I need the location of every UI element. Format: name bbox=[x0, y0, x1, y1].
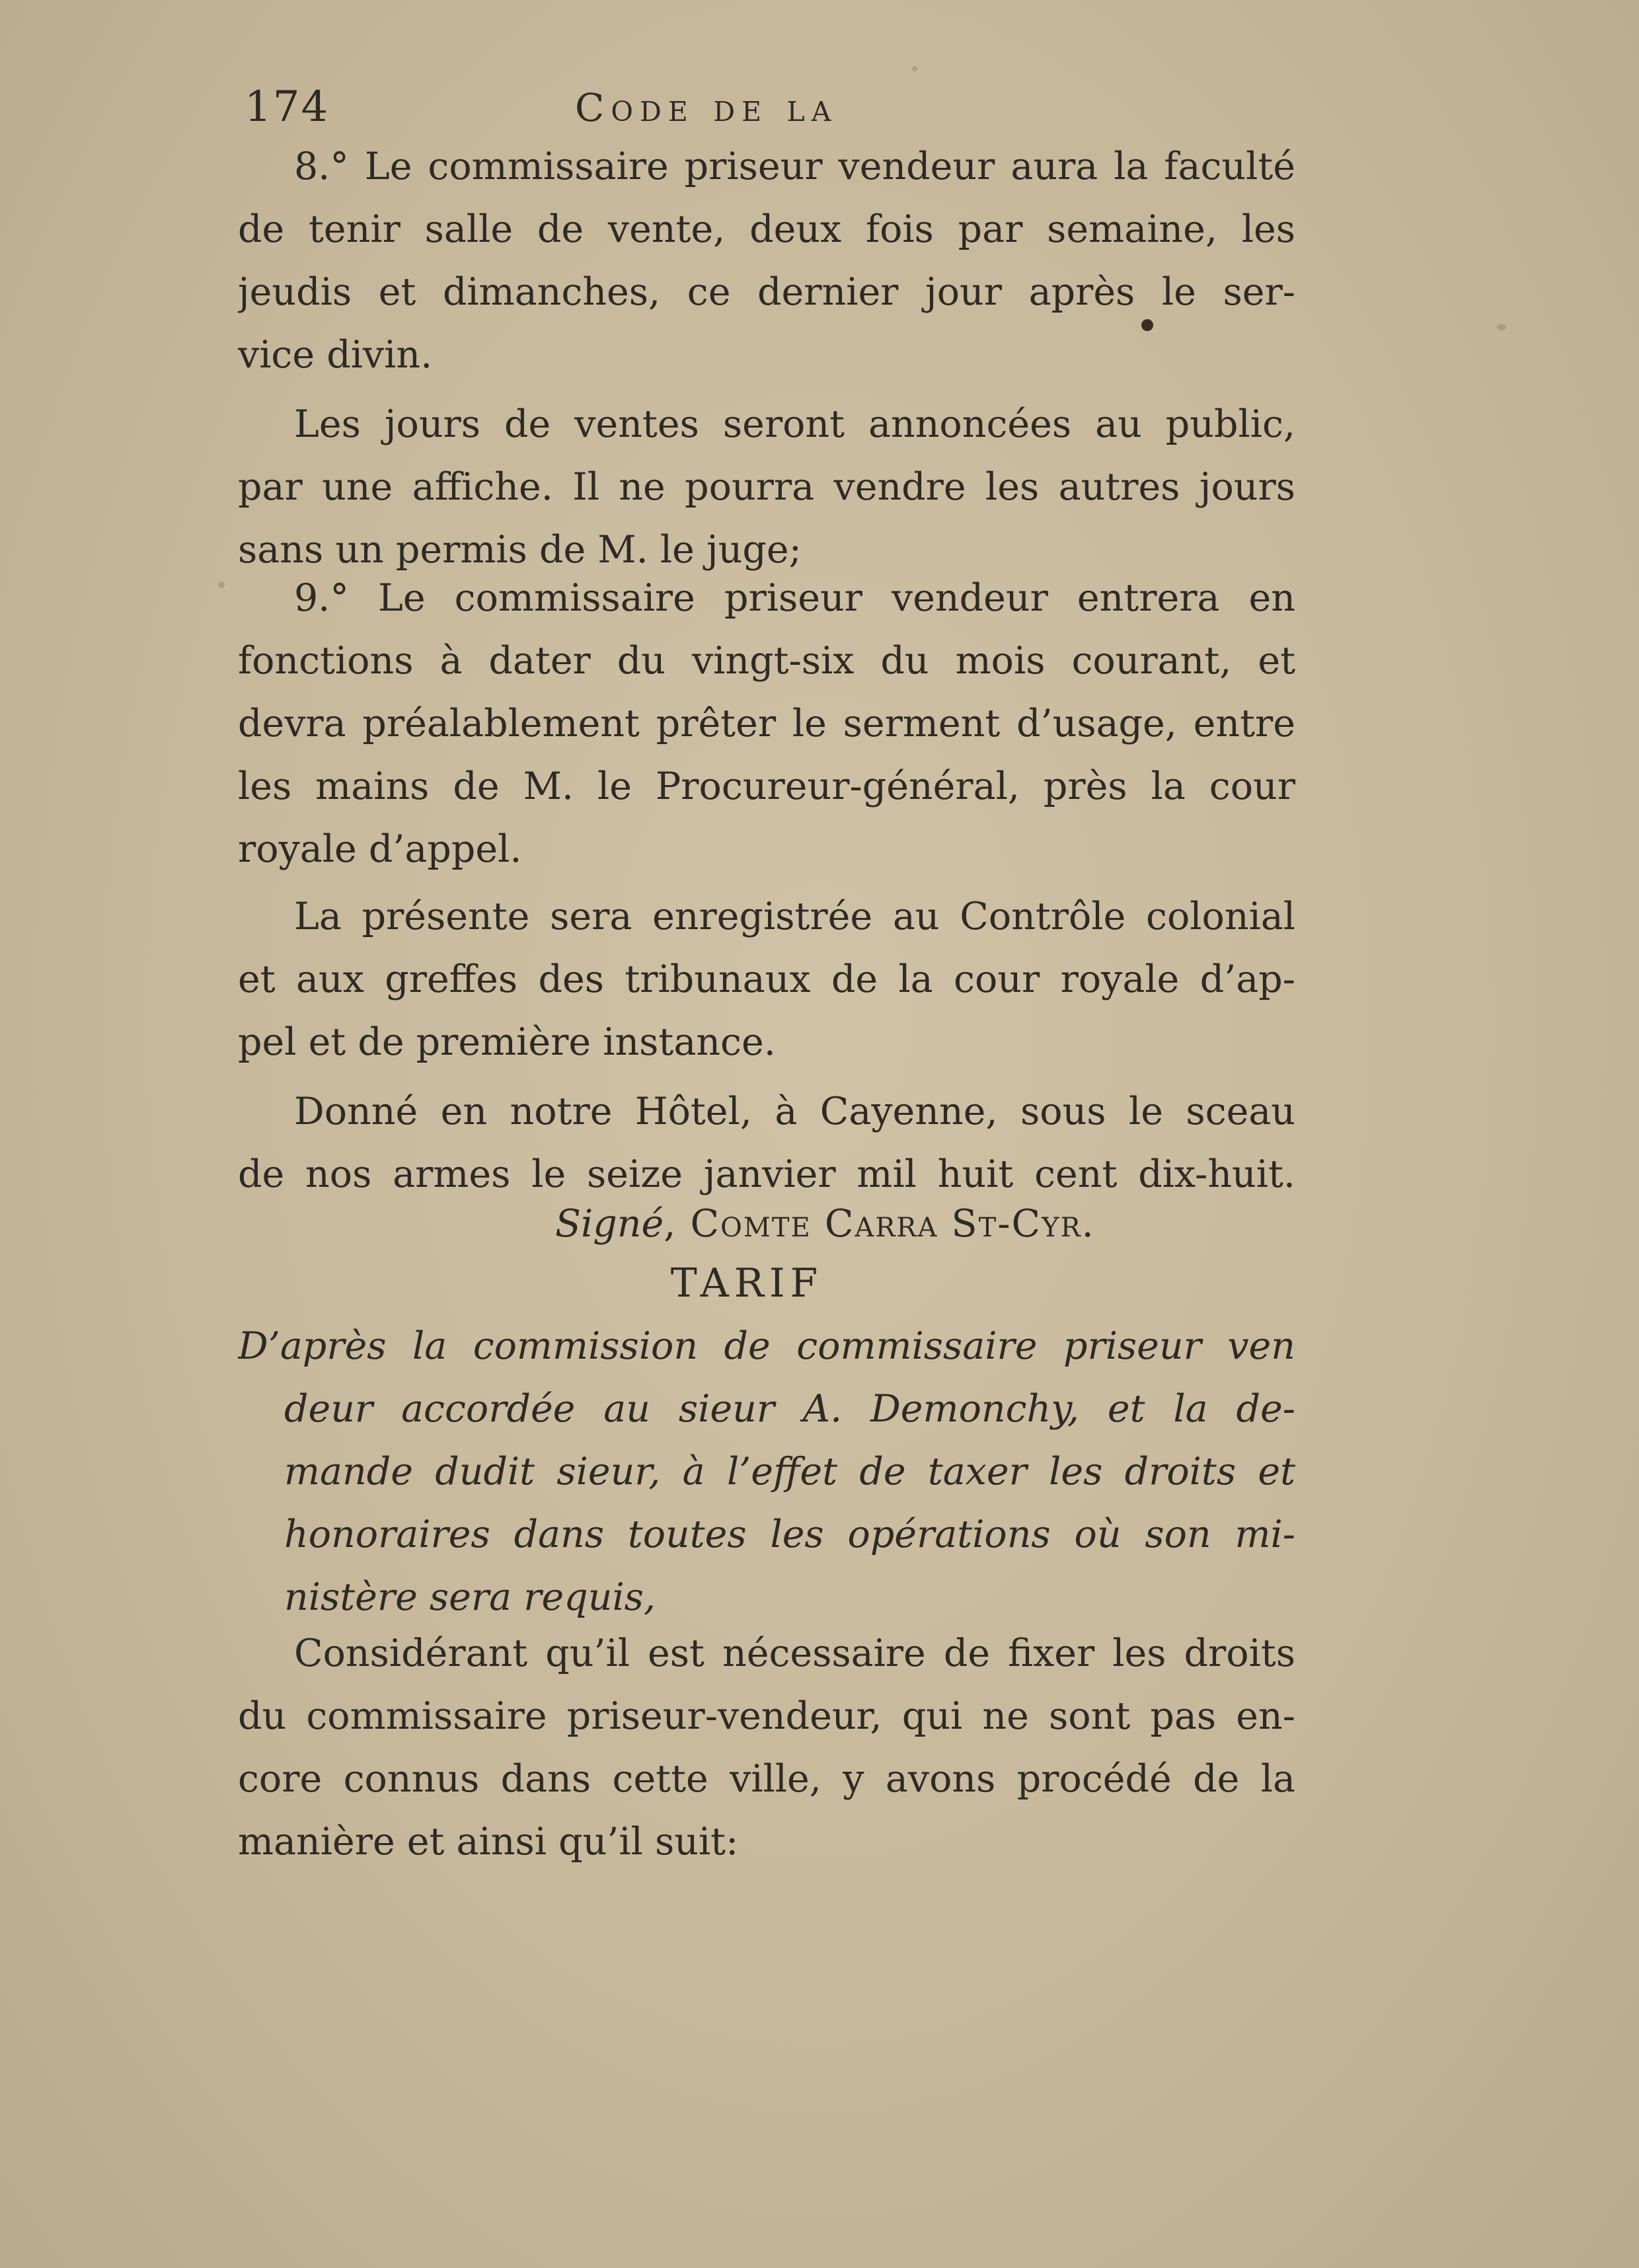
text-line: royale d’appel. bbox=[238, 827, 522, 871]
paragraph-article-8 bbox=[238, 135, 1295, 387]
paragraph-considering bbox=[238, 1622, 1295, 1873]
signature bbox=[238, 1193, 1295, 1256]
text-line: deur accordée au sieur A. Demonchy, et la de- bbox=[284, 1387, 1295, 1431]
paper-speck bbox=[1497, 324, 1506, 330]
text-line: core connus dans cette ville, y avons procédé de la bbox=[238, 1757, 1295, 1801]
text-line: manière et ainsi qu’il suit: bbox=[238, 1820, 739, 1864]
tarif-title: TARIF bbox=[670, 1260, 823, 1306]
text-line: nistère sera requis, bbox=[284, 1575, 656, 1619]
signature-name: , Comte Carra St-Cyr. bbox=[664, 1202, 1095, 1246]
paragraph-tarif-intro bbox=[238, 1315, 1295, 1629]
text-line: La présente sera enregistrée au Contrôle colonial bbox=[294, 895, 1295, 938]
text-line: 8.° Le commissaire priseur vendeur aura la faculté bbox=[294, 145, 1295, 188]
running-title: Code de la bbox=[575, 85, 838, 130]
signature-signed: Signé bbox=[555, 1202, 664, 1246]
paragraph-registration bbox=[238, 886, 1295, 1074]
page-header bbox=[0, 83, 1639, 142]
page-number: 174 bbox=[245, 83, 330, 132]
signature-line bbox=[238, 1193, 1295, 1256]
paragraph-sale-days bbox=[238, 393, 1295, 582]
text-line: mande dudit sieur, à l’effet de taxer les droits et bbox=[284, 1450, 1295, 1493]
paragraph-given bbox=[238, 1080, 1295, 1206]
paper-speck bbox=[912, 66, 917, 71]
text-line: D’après la commission de commissaire priseur ven bbox=[238, 1324, 1295, 1368]
text-line: pel et de première instance. bbox=[238, 1020, 776, 1064]
text-line: et aux greffes des tribunaux de la cour royale d’ap- bbox=[238, 958, 1295, 1001]
text-line: honoraires dans toutes les opérations où son mi- bbox=[284, 1513, 1295, 1556]
text-line: Donné en notre Hôtel, à Cayenne, sous le sceau bbox=[294, 1090, 1295, 1133]
text-line: devra préalablement prêter le serment d’usage, entre bbox=[238, 702, 1295, 745]
text-line: par une affiche. Il ne pourra vendre les autres jours bbox=[238, 465, 1295, 509]
text-line: 9.° Le commissaire priseur vendeur entrera en bbox=[294, 576, 1295, 620]
text-line: Considérant qu’il est nécessaire de fixer les droits bbox=[294, 1632, 1295, 1675]
text-line: jeudis et dimanches, ce dernier jour après le ser- bbox=[238, 270, 1295, 314]
text-line: sans un permis de M. le juge; bbox=[238, 528, 802, 572]
paper-speck bbox=[218, 582, 225, 588]
text-line: de nos armes le seize janvier mil huit cent dix-huit. bbox=[238, 1153, 1295, 1196]
text-line: de tenir salle de vente, deux fois par semaine, les bbox=[238, 208, 1295, 251]
text-line: fonctions à dater du vingt-six du mois courant, et bbox=[238, 639, 1295, 683]
text-line: vice divin. bbox=[238, 333, 433, 377]
text-line: les mains de M. le Procureur-général, près la cour bbox=[238, 765, 1295, 808]
text-line: du commissaire priseur-vendeur, qui ne sont pas en- bbox=[238, 1694, 1295, 1738]
paragraph-article-9 bbox=[238, 567, 1295, 881]
section-heading bbox=[238, 1252, 1295, 1315]
text-line: Les jours de ventes seront annoncées au public, bbox=[294, 402, 1295, 446]
